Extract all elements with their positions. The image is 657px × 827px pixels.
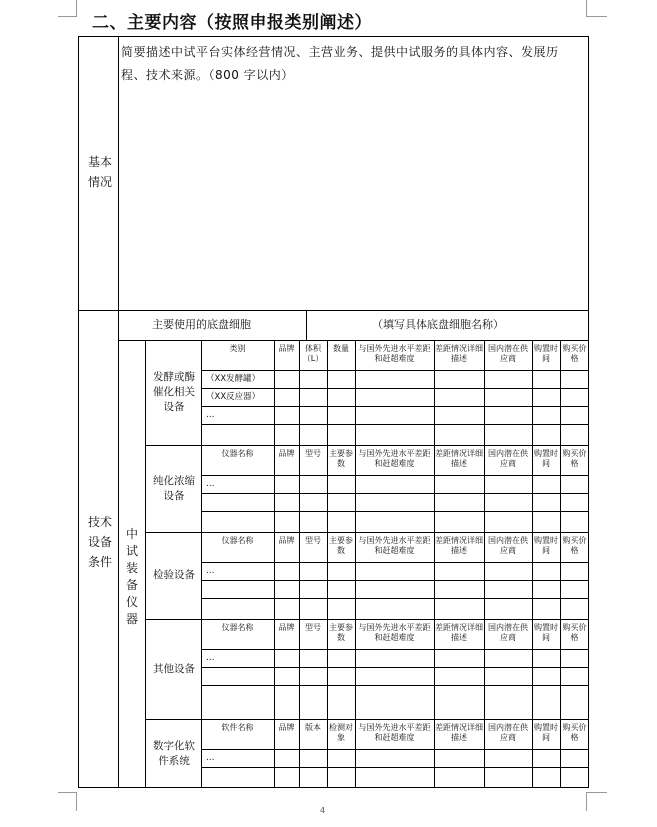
header-row-line	[201, 649, 589, 650]
equip-label-divider	[145, 340, 146, 788]
header-row-line	[201, 475, 589, 476]
column-header: 购置时间	[534, 344, 558, 363]
group-name	[147, 474, 201, 504]
column-header: 国内潜在供应商	[488, 344, 528, 363]
group-divider-line	[145, 719, 589, 720]
column-header: 主要参数	[329, 449, 353, 468]
column-header: 购置时间	[534, 536, 558, 555]
column-header: 差距情况详细描述	[435, 623, 483, 642]
column-header: 国内潜在供应商	[488, 723, 528, 742]
group-name-line: 数字化软	[153, 739, 195, 752]
main-cells-row-line	[118, 340, 589, 341]
group-divider-line	[145, 532, 589, 533]
basic-instruction-text[interactable]: 简要描述中试平台实体经营情况、主营业务、提供中试服务的具体内容、发展历程、技术来源。（800 字以内）	[121, 45, 559, 82]
group-name	[147, 662, 201, 677]
main-cells-value[interactable]: （填写具体底盘细胞名称）	[372, 318, 504, 331]
column-header: 软件名称	[221, 723, 254, 732]
column-header: 与国外先进水平差距和赶超难度	[358, 723, 431, 742]
column-header: 类别	[229, 344, 246, 353]
table-row-line	[201, 493, 589, 494]
column-header: 与国外先进水平差距和赶超难度	[358, 449, 431, 468]
column-header: 与国外先进水平差距和赶超难度	[358, 344, 431, 363]
crop-mark-top-left	[58, 0, 77, 17]
table-row-line	[201, 511, 589, 512]
column-header: 购置时间	[534, 449, 558, 468]
column-header: 品牌	[278, 344, 295, 353]
group-name-line: 设备	[163, 401, 185, 413]
table-row-line	[201, 424, 589, 425]
table-row-line	[201, 685, 589, 686]
column-header: 版本	[305, 723, 321, 732]
crop-mark-bottom-right	[586, 792, 607, 811]
column-header: 主要参数	[329, 536, 353, 555]
column-header: 差距情况详细描述	[435, 536, 483, 555]
column-header: 购买价格	[562, 623, 587, 642]
table-row-line	[201, 598, 589, 599]
column-header: 购买价格	[562, 344, 587, 363]
column-header: 品牌	[278, 449, 295, 458]
group-name	[147, 568, 201, 583]
column-header: 差距情况详细描述	[435, 344, 483, 363]
table-row[interactable]: …	[206, 753, 215, 763]
header-row-line	[201, 370, 589, 371]
group-name-line: 催化相关	[153, 386, 195, 398]
column-header: 仪器名称	[221, 536, 254, 545]
group-name-line: 纯化浓缩	[153, 474, 195, 487]
column-header: 差距情况详细描述	[435, 449, 483, 468]
group-name-line: 发酵或酶	[153, 371, 195, 383]
column-header: 差距情况详细描述	[435, 723, 483, 742]
column-header: 型号	[305, 536, 321, 545]
table-row[interactable]: …	[206, 566, 215, 576]
table-row-line	[201, 580, 589, 581]
column-header: 型号	[305, 449, 321, 458]
column-header: 仪器名称	[221, 449, 254, 458]
column-header: 购买价格	[562, 723, 587, 742]
crop-mark-top-right	[586, 0, 607, 17]
column-header: 购买价格	[562, 449, 587, 468]
column-header: 仪器名称	[221, 623, 254, 632]
column-header: 体积（L）	[302, 344, 324, 363]
group-name	[147, 370, 201, 415]
table-row-line	[201, 767, 589, 768]
table-row-line	[201, 667, 589, 668]
table-row[interactable]: （XX反应器）	[206, 392, 261, 402]
column-line	[201, 619, 202, 719]
equip-vertical-label: 中 试 装 备 仪 器	[125, 527, 138, 626]
header-row-line	[201, 749, 589, 750]
group-name	[147, 739, 201, 769]
table-row[interactable]: …	[206, 479, 215, 489]
column-header: 型号	[305, 623, 321, 632]
column-header: 与国外先进水平差距和赶超难度	[358, 536, 431, 555]
column-header: 与国外先进水平差距和赶超难度	[358, 623, 431, 642]
group-divider-line	[145, 619, 589, 620]
column-header: 品牌	[278, 536, 295, 545]
column-line	[327, 340, 328, 445]
column-header: 购买价格	[562, 536, 587, 555]
column-header: 国内潜在供应商	[488, 536, 528, 555]
main-cells-divider	[306, 310, 307, 340]
page-number: 4	[320, 806, 326, 815]
column-header: 主要参数	[329, 623, 353, 642]
tech-label: 技术 设备 条件	[87, 515, 112, 569]
group-name-line: 其他设备	[153, 662, 195, 675]
column-line	[274, 619, 275, 719]
basic-section-bottom-line	[78, 310, 589, 311]
column-header: 购置时间	[534, 623, 558, 642]
column-line	[299, 619, 300, 719]
table-row-line	[201, 388, 589, 389]
section-heading: 二、主要内容（按照申报类别阐述）	[92, 13, 372, 33]
crop-mark-bottom-left	[58, 792, 77, 811]
column-header: 国内潜在供应商	[488, 449, 528, 468]
table-row[interactable]: （XX发酵罐）	[206, 374, 261, 384]
table-row[interactable]: …	[206, 653, 215, 663]
label-column-divider	[118, 36, 119, 788]
header-row-line	[201, 562, 589, 563]
column-header: 品牌	[278, 723, 295, 732]
basic-label: 基本 情况	[87, 155, 112, 189]
column-header: 检测对象	[329, 723, 353, 742]
column-header: 购置时间	[534, 723, 558, 742]
group-name-line: 检验设备	[153, 569, 195, 581]
group-name-line: 件系统	[158, 754, 190, 767]
group-name-line: 设备	[163, 489, 185, 502]
table-row-line	[201, 406, 589, 407]
group-divider-line	[145, 445, 589, 446]
column-header: 品牌	[278, 623, 295, 632]
column-header: 国内潜在供应商	[488, 623, 528, 642]
table-row[interactable]: …	[206, 410, 215, 420]
column-header: 数量	[333, 344, 349, 353]
main-cells-label: 主要使用的底盘细胞	[152, 318, 251, 331]
